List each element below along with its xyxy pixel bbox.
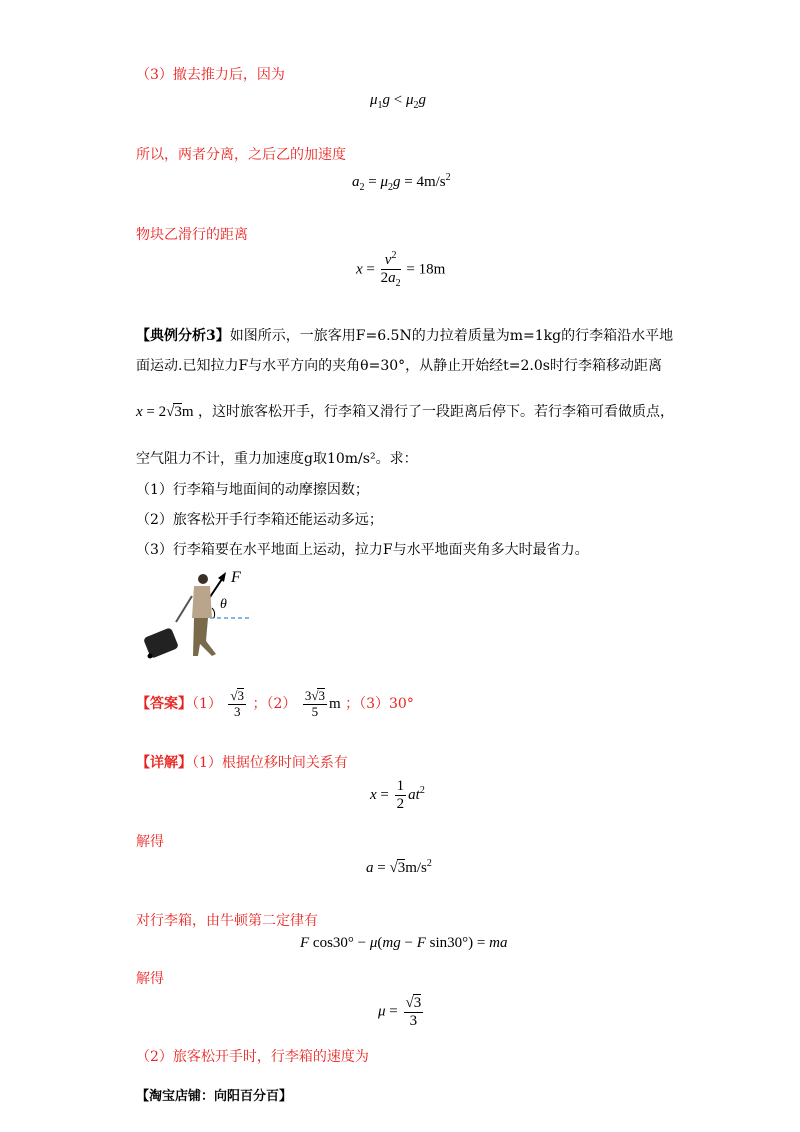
step-3-text: （3）撤去推力后，因为 [136, 67, 285, 83]
suitcase [143, 627, 179, 659]
solve-label-2: 解得 [136, 971, 164, 987]
person-legs [193, 618, 216, 656]
example-paragraph-line4: 空气阻力不计，重力加速度g取10m/s²。求： [136, 451, 418, 467]
footer-shop: 【淘宝店铺：向阳百分百】 [136, 1089, 293, 1104]
equation-a2: $a_2 = \mu_2g = 4m/s^2$ [352, 172, 451, 193]
force-arrowhead [218, 572, 226, 582]
example-text-1: 如图所示，一旅客用F=6.5N的力拉着质量为m=1kg的行李箱沿水平地 [229, 328, 674, 344]
angle-arc [212, 608, 215, 618]
answer-fraction-2: $\frac{3√3}{5}$ [304, 688, 325, 719]
answer-part1-label: （1） [192, 695, 222, 712]
question-3: （3）行李箱要在水平地面上运动，拉力F与水平地面夹角多大时最省力。 [136, 542, 589, 558]
question-2: （2）旅客松开手行李箱还能运动多远； [136, 512, 383, 528]
answer-part2-label: ；（2） [252, 695, 297, 712]
equation-mu-compare: $\mu_1g < \mu_2g$ [370, 92, 427, 111]
detail-text-1: （1）根据位移时间关系有 [192, 755, 348, 771]
distance-text: 物块乙滑行的距离 [136, 227, 248, 243]
solve-label-1: 解得 [136, 834, 164, 850]
answer-tag: 【答案】 [136, 695, 192, 712]
equation-mu-value: μ = $\frac{√3}{3}$ [378, 995, 422, 1030]
suitcase-wheel [148, 654, 153, 659]
newton-text: 对行李箱，由牛顿第二定律有 [136, 913, 318, 929]
example-text-3: ，这时旅客松开手，行李箱又滑行了一段距离后停下。若行李箱可看做质点， [198, 404, 674, 420]
detail-line-1 [136, 752, 348, 772]
example-paragraph-line3: x = 2√3m ，这时旅客松开手，行李箱又滑行了一段距离后停下。若行李箱可看做质点， [136, 404, 674, 420]
suitcase-handle [176, 596, 192, 622]
part2-text: （2）旅客松开手时，行李箱的速度为 [136, 1049, 369, 1065]
traveler-figure [136, 566, 256, 666]
answer-part3-label: ；（3）30° [345, 695, 414, 712]
detail-tag: 【详解】 [136, 755, 192, 771]
equation-newton: F cos30° − μ(mg − F sin30°) = ma [300, 935, 508, 951]
angle-label: θ [220, 597, 227, 612]
force-label: F [231, 569, 241, 586]
person-head [198, 574, 208, 584]
example-paragraph-line1 [136, 325, 673, 345]
equation-x-18m: x = $\frac{v^2}{2a_2}$ = 18m [356, 250, 446, 290]
answer-line: 【答案】（1） $\frac{√3}{3}$ ；（2） $\frac{3√3}{5}$ m ；（3）30° [136, 688, 414, 719]
person-torso [192, 586, 212, 618]
equation-a-value: $a = √3m/s^2$ [366, 858, 432, 876]
example-tag: 【典例分析3】 [136, 328, 230, 344]
example-paragraph-line2: 面运动.已知拉力F与水平方向的夹角θ=30°，从静止开始经t=2.0s时行李箱移动距离 [136, 358, 662, 374]
answer-fraction-1: $\frac{√3}{3}$ [230, 688, 245, 719]
separation-text: 所以，两者分离，之后乙的加速度 [136, 147, 346, 163]
question-1: （1）行李箱与地面间的动摩擦因数； [136, 482, 369, 498]
equation-x-half-at2: x = $\frac{1}{2}$ $at^2$ [370, 778, 425, 813]
